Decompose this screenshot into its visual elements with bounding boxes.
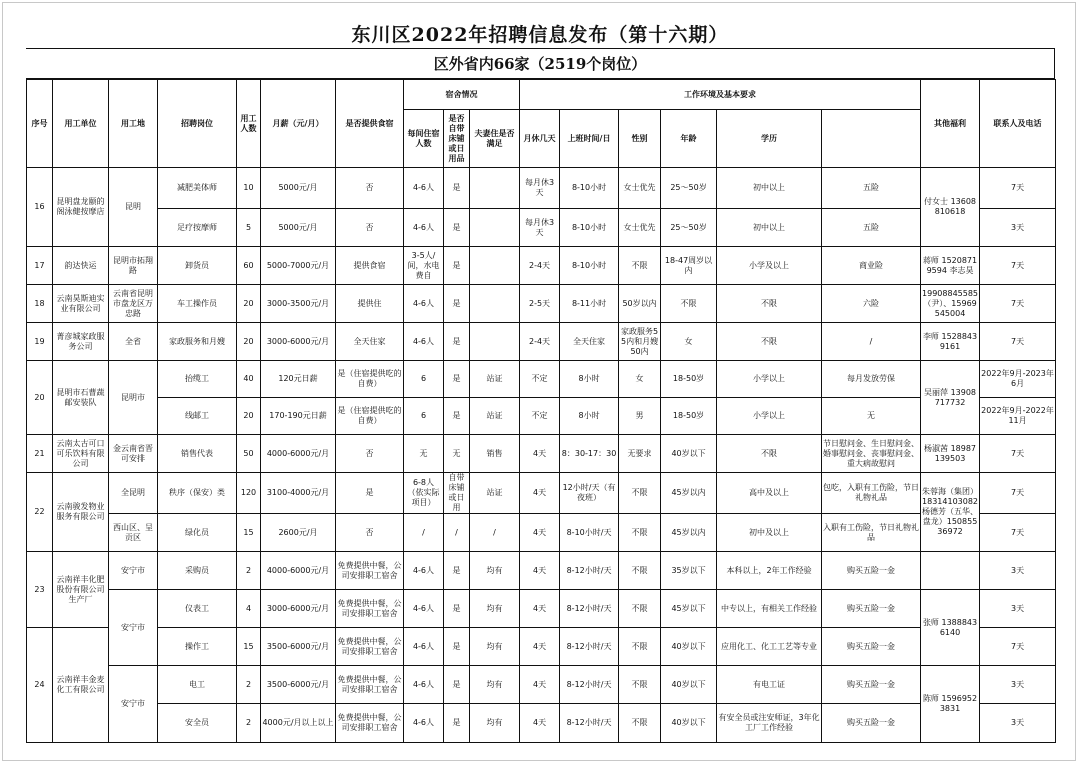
family-cell: 均有 xyxy=(470,704,520,743)
valid-cell: 7天 xyxy=(980,323,1056,361)
position-cell: 销售代表 xyxy=(158,435,237,473)
contact-cell: 张师 13888436140 xyxy=(921,590,980,666)
rest-cell: 2-4天 xyxy=(520,247,560,285)
gender-cell: 不限 xyxy=(619,473,661,514)
table-row xyxy=(27,514,1056,552)
row-no: 16 xyxy=(27,168,53,247)
table-row xyxy=(27,323,1056,361)
contact-cell: 吴丽萍 13908717732 xyxy=(921,361,980,435)
dorm-cell: 无 xyxy=(404,435,444,473)
valid-cell: 7天 xyxy=(980,473,1056,514)
location-cell: 昆明市拓翔路 xyxy=(109,247,158,285)
gender-cell: 不限 xyxy=(619,247,661,285)
hours-cell: 8-10小时 xyxy=(560,247,619,285)
count-cell: 2 xyxy=(237,552,261,590)
benefits-cell: 包吃，入职有工伤险，节日礼物礼品 xyxy=(822,473,921,514)
table-row xyxy=(27,398,1056,435)
position-cell: 减肥美体师 xyxy=(158,168,237,209)
dorm-cell: 4-6人 xyxy=(404,666,444,704)
contact-cell: 朱蓉海（集团）18314103082 杨德芳（五华、盘龙）15085536972 xyxy=(921,473,980,552)
rest-cell: 每月休3天 xyxy=(520,209,560,247)
dorm-cell: 6 xyxy=(404,361,444,398)
age-cell: 18-50岁 xyxy=(661,361,717,398)
age-cell: 45岁以内 xyxy=(661,514,717,552)
benefits-cell: 购买五险一金 xyxy=(822,666,921,704)
location-cell: 云南省昆明市盘龙区万忠路 xyxy=(109,285,158,323)
salary-cell: 3500-6000元/月 xyxy=(261,628,336,666)
family-cell xyxy=(470,168,520,209)
meals-cell: 否 xyxy=(336,209,404,247)
valid-cell: 7天 xyxy=(980,168,1056,209)
age-cell: 40岁以下 xyxy=(661,704,717,743)
contact-cell: 付女士 13608810618 xyxy=(921,168,980,247)
bedding-cell: 是 xyxy=(444,552,470,590)
employer-cell: 韵达快运 xyxy=(53,247,109,285)
title-divider xyxy=(26,48,1055,49)
header-meals: 是否提供食宿 xyxy=(336,80,404,168)
page-subtitle: 区外省内66家（2519个岗位） xyxy=(433,55,647,73)
rest-cell: 4天 xyxy=(520,473,560,514)
employer-cell: 云南昊斯迪实业有限公司 xyxy=(53,285,109,323)
meals-cell: 提供食宿 xyxy=(336,247,404,285)
gender-cell: 不限 xyxy=(619,704,661,743)
location-cell: 昆明市 xyxy=(109,361,158,435)
bedding-cell: 是 xyxy=(444,285,470,323)
bedding-cell: 是 xyxy=(444,247,470,285)
count-cell: 4 xyxy=(237,590,261,628)
table-row xyxy=(27,361,1056,398)
header-benefits: 其他福利 xyxy=(921,80,980,168)
rest-cell: 4天 xyxy=(520,552,560,590)
age-cell: 25～50岁 xyxy=(661,209,717,247)
hours-cell: 8：30-17：30 xyxy=(560,435,619,473)
dorm-cell: 4-6人 xyxy=(404,590,444,628)
valid-cell: 7天 xyxy=(980,514,1056,552)
family-cell: 均有 xyxy=(470,590,520,628)
employer-cell: 昆明市石曹蔬邮安装队 xyxy=(53,361,109,435)
table-row xyxy=(27,247,1056,285)
benefits-cell: 购买五险一金 xyxy=(822,628,921,666)
age-cell: 25～50岁 xyxy=(661,168,717,209)
salary-cell: 3000-6000元/月 xyxy=(261,323,336,361)
table-row xyxy=(27,435,1056,473)
rest-cell: 4天 xyxy=(520,590,560,628)
salary-cell: 4000元/月以上以上 xyxy=(261,704,336,743)
meals-cell: 否 xyxy=(336,435,404,473)
contact-cell xyxy=(921,552,980,590)
gender-cell: 不限 xyxy=(619,666,661,704)
gender-cell: 家政服务55内和月嫂50内 xyxy=(619,323,661,361)
valid-cell: 3天 xyxy=(980,704,1056,743)
gender-cell: 不限 xyxy=(619,514,661,552)
family-cell: 站证 xyxy=(470,361,520,398)
salary-cell: 3000-6000元/月 xyxy=(261,590,336,628)
location-cell: 西山区、呈贡区 xyxy=(109,514,158,552)
rest-cell: 4天 xyxy=(520,435,560,473)
count-cell: 2 xyxy=(237,704,261,743)
valid-cell: 7天 xyxy=(980,247,1056,285)
header-age: 年龄 xyxy=(661,110,717,168)
rest-cell: 4天 xyxy=(520,704,560,743)
education-cell: 中专以上，有相关工作经验 xyxy=(717,590,822,628)
row-no: 20 xyxy=(27,361,53,435)
count-cell: 40 xyxy=(237,361,261,398)
count-cell: 10 xyxy=(237,168,261,209)
hours-cell: 8-12小时/天 xyxy=(560,628,619,666)
position-cell: 仪表工 xyxy=(158,590,237,628)
hours-cell: 8-12小时/天 xyxy=(560,552,619,590)
education-cell: 不限 xyxy=(717,323,822,361)
age-cell: 40岁以下 xyxy=(661,666,717,704)
location-cell: 金云南省晋可安排 xyxy=(109,435,158,473)
family-cell: 均有 xyxy=(470,552,520,590)
meals-cell: 全天住家 xyxy=(336,323,404,361)
hours-cell: 8-12小时/天 xyxy=(560,666,619,704)
gender-cell: 不限 xyxy=(619,628,661,666)
header-location: 用工地 xyxy=(109,80,158,168)
table-row xyxy=(27,590,1056,628)
dorm-cell: 6 xyxy=(404,398,444,435)
count-cell: 120 xyxy=(237,473,261,514)
family-cell xyxy=(470,285,520,323)
count-cell: 60 xyxy=(237,247,261,285)
meals-cell: 否 xyxy=(336,168,404,209)
hours-cell: 8-10小时/天 xyxy=(560,514,619,552)
age-cell: 40岁以下 xyxy=(661,435,717,473)
benefits-cell: 入职有工伤险，节日礼物礼品 xyxy=(822,514,921,552)
valid-cell: 2022年9月-2022年11月 xyxy=(980,398,1056,435)
dorm-cell: 4-6人 xyxy=(404,323,444,361)
gender-cell: 女 xyxy=(619,361,661,398)
salary-cell: 5000元/月 xyxy=(261,209,336,247)
hours-cell: 8-12小时/天 xyxy=(560,590,619,628)
bedding-cell: 是 xyxy=(444,590,470,628)
salary-cell: 2600元/月 xyxy=(261,514,336,552)
dorm-cell: 4-6人 xyxy=(404,552,444,590)
education-cell: 初中及以上 xyxy=(717,514,822,552)
dorm-cell: 4-6人 xyxy=(404,168,444,209)
meals-cell: 免费提供中餐，公司安排职工宿舍 xyxy=(336,666,404,704)
row-no: 18 xyxy=(27,285,53,323)
family-cell: 销售 xyxy=(470,435,520,473)
header-dorm-per-room: 每间住宿人数 xyxy=(404,110,444,168)
bedding-cell: 是 xyxy=(444,704,470,743)
meals-cell: 是（住宿提供吃的自费） xyxy=(336,398,404,435)
education-cell: 小学以上 xyxy=(717,398,822,435)
row-no: 24 xyxy=(27,628,53,743)
valid-cell: 3天 xyxy=(980,552,1056,590)
header-contact: 联系人及电话 xyxy=(980,80,1056,168)
position-cell: 卸货员 xyxy=(158,247,237,285)
header-work-group: 工作环境及基本要求 xyxy=(520,80,921,110)
count-cell: 20 xyxy=(237,323,261,361)
page-title: 东川区2022年招聘信息发布（第十六期） xyxy=(351,24,729,46)
family-cell: 均有 xyxy=(470,628,520,666)
age-cell: 18-47周岁以内 xyxy=(661,247,717,285)
table-row xyxy=(27,209,1056,247)
header-gender: 性别 xyxy=(619,110,661,168)
meals-cell: 免费提供中餐，公司安排职工宿舍 xyxy=(336,590,404,628)
header-dorm-group: 宿舍情况 xyxy=(404,80,520,110)
rest-cell: 4天 xyxy=(520,514,560,552)
row-no: 23 xyxy=(27,552,53,628)
bedding-cell: 无 xyxy=(444,435,470,473)
position-cell: 秩序（保安）类 xyxy=(158,473,237,514)
dorm-cell: 6-8人（依实际项目） xyxy=(404,473,444,514)
bedding-cell: 是 xyxy=(444,628,470,666)
job-table xyxy=(26,79,1056,743)
rest-cell: 2-4天 xyxy=(520,323,560,361)
meals-cell: 是 xyxy=(336,473,404,514)
header-hours: 上班时间/日 xyxy=(560,110,619,168)
benefits-cell: 商业险 xyxy=(822,247,921,285)
row-no: 17 xyxy=(27,247,53,285)
header-salary: 月薪（元/月） xyxy=(261,80,336,168)
valid-cell: 3天 xyxy=(980,666,1056,704)
dorm-cell: 4-6人 xyxy=(404,209,444,247)
header-education: 学历 xyxy=(717,110,822,168)
education-cell: 小学以上 xyxy=(717,361,822,398)
position-cell: 电工 xyxy=(158,666,237,704)
age-cell: 45岁以下 xyxy=(661,590,717,628)
rest-cell: 2-5天 xyxy=(520,285,560,323)
rest-cell: 4天 xyxy=(520,666,560,704)
position-cell: 足疗按摩师 xyxy=(158,209,237,247)
employer-cell: 昆明盘龙颐的阁泳健按摩店 xyxy=(53,168,109,247)
position-cell: 家政服务和月嫂 xyxy=(158,323,237,361)
employer-cell: 云南骏发物业服务有限公司 xyxy=(53,473,109,552)
education-cell: 有安全员或注安师证，3年化工厂工作经验 xyxy=(717,704,822,743)
hours-cell: 8-11小时 xyxy=(560,285,619,323)
meals-cell: 免费提供中餐，公司安排职工宿舍 xyxy=(336,628,404,666)
bedding-cell: / xyxy=(444,514,470,552)
rest-cell: 不定 xyxy=(520,361,560,398)
count-cell: 2 xyxy=(237,666,261,704)
rest-cell: 4天 xyxy=(520,628,560,666)
position-cell: 线邮工 xyxy=(158,398,237,435)
age-cell: 不限 xyxy=(661,285,717,323)
education-cell: 初中以上 xyxy=(717,209,822,247)
contact-cell: 蒋师 15208719594 李志昊 xyxy=(921,247,980,285)
header-count: 用工人数 xyxy=(237,80,261,168)
education-cell: 不限 xyxy=(717,435,822,473)
hours-cell: 8-10小时 xyxy=(560,209,619,247)
header-no: 序号 xyxy=(27,80,53,168)
salary-cell: 4000-6000元/月 xyxy=(261,435,336,473)
employer-cell: 菁彦城家政服务公司 xyxy=(53,323,109,361)
bedding-cell: 是 xyxy=(444,168,470,209)
position-cell: 绿化员 xyxy=(158,514,237,552)
valid-cell: 3天 xyxy=(980,209,1056,247)
table-row xyxy=(27,285,1056,323)
family-cell xyxy=(470,209,520,247)
valid-cell: 7天 xyxy=(980,628,1056,666)
meals-cell: 免费提供中餐，公司安排职工宿舍 xyxy=(336,704,404,743)
valid-cell: 3天 xyxy=(980,590,1056,628)
gender-cell: 无要求 xyxy=(619,435,661,473)
bedding-cell: 是 xyxy=(444,209,470,247)
benefits-cell: 五险 xyxy=(822,168,921,209)
meals-cell: 是（住宿提供吃的自费） xyxy=(336,361,404,398)
bedding-cell: 自带床铺或日用 xyxy=(444,473,470,514)
header-days-rest: 月休几天 xyxy=(520,110,560,168)
employer-cell: 云南祥丰金麦化工有限公司 xyxy=(53,628,109,743)
table-row xyxy=(27,473,1056,514)
position-cell: 安全员 xyxy=(158,704,237,743)
dorm-cell: 4-6人 xyxy=(404,628,444,666)
count-cell: 20 xyxy=(237,285,261,323)
contact-cell: 李师 15288439161 xyxy=(921,323,980,361)
salary-cell: 3500-6000元/月 xyxy=(261,666,336,704)
location-cell: 安宁市 xyxy=(109,552,158,590)
age-cell: 女 xyxy=(661,323,717,361)
header-dorm-bedding: 是否自带床铺或日用品 xyxy=(444,110,470,168)
salary-cell: 3000-3500元/月 xyxy=(261,285,336,323)
education-cell: 初中以上 xyxy=(717,168,822,209)
count-cell: 15 xyxy=(237,514,261,552)
position-cell: 采购员 xyxy=(158,552,237,590)
dorm-cell: 4-6人 xyxy=(404,704,444,743)
gender-cell: 女士优先 xyxy=(619,168,661,209)
row-no: 19 xyxy=(27,323,53,361)
benefits-cell: / xyxy=(822,323,921,361)
count-cell: 15 xyxy=(237,628,261,666)
location-cell: 全省 xyxy=(109,323,158,361)
meals-cell: 提供住 xyxy=(336,285,404,323)
contact-cell: 19908845585（尹）、15969545004 xyxy=(921,285,980,323)
age-cell: 18-50岁 xyxy=(661,398,717,435)
benefits-cell: 节日慰问金、生日慰问金、婚事慰问金、丧事慰问金、重大病故慰问 xyxy=(822,435,921,473)
employer-cell: 云南祥丰化肥股份有限公司生产厂 xyxy=(53,552,109,628)
bedding-cell: 是 xyxy=(444,666,470,704)
contact-cell: 杨淑茜 18987139503 xyxy=(921,435,980,473)
table-row xyxy=(27,628,1056,666)
dorm-cell: 4-6人 xyxy=(404,285,444,323)
valid-cell: 7天 xyxy=(980,435,1056,473)
family-cell: / xyxy=(470,514,520,552)
family-cell: 站证 xyxy=(470,398,520,435)
education-cell: 有电工证 xyxy=(717,666,822,704)
employer-cell: 云南太古可口可乐饮料有限公司 xyxy=(53,435,109,473)
position-cell: 抬缆工 xyxy=(158,361,237,398)
salary-cell: 120元日薪 xyxy=(261,361,336,398)
salary-cell: 5000元/月 xyxy=(261,168,336,209)
education-cell: 应用化工、化工工艺等专业 xyxy=(717,628,822,666)
hours-cell: 全天住家 xyxy=(560,323,619,361)
benefits-cell: 无 xyxy=(822,398,921,435)
education-cell: 不限 xyxy=(717,285,822,323)
header-employer: 用工单位 xyxy=(53,80,109,168)
gender-cell: 男 xyxy=(619,398,661,435)
rest-cell: 不定 xyxy=(520,398,560,435)
family-cell xyxy=(470,323,520,361)
bedding-cell: 是 xyxy=(444,323,470,361)
benefits-cell: 购买五险一金 xyxy=(822,704,921,743)
rest-cell: 每月休3天 xyxy=(520,168,560,209)
gender-cell: 50岁以内 xyxy=(619,285,661,323)
count-cell: 20 xyxy=(237,398,261,435)
education-cell: 小学及以上 xyxy=(717,247,822,285)
position-cell: 车工操作员 xyxy=(158,285,237,323)
location-cell: 昆明 xyxy=(109,168,158,247)
education-cell: 本科以上，2年工作经验 xyxy=(717,552,822,590)
dorm-cell: / xyxy=(404,514,444,552)
bedding-cell: 是 xyxy=(444,361,470,398)
benefits-cell: 购买五险一金 xyxy=(822,552,921,590)
hours-cell: 8小时 xyxy=(560,361,619,398)
hours-cell: 12小时/天（有夜班） xyxy=(560,473,619,514)
family-cell: 站证 xyxy=(470,473,520,514)
age-cell: 35岁以下 xyxy=(661,552,717,590)
meals-cell: 否 xyxy=(336,514,404,552)
count-cell: 5 xyxy=(237,209,261,247)
gender-cell: 不限 xyxy=(619,590,661,628)
dorm-cell: 3-5人/间，水电费自 xyxy=(404,247,444,285)
location-cell: 安宁市 xyxy=(109,590,158,666)
row-no: 21 xyxy=(27,435,53,473)
position-cell: 操作工 xyxy=(158,628,237,666)
salary-cell: 3100-4000元/月 xyxy=(261,473,336,514)
benefits-cell: 购买五险一金 xyxy=(822,590,921,628)
count-cell: 50 xyxy=(237,435,261,473)
header-position: 招聘岗位 xyxy=(158,80,237,168)
row-no: 22 xyxy=(27,473,53,552)
location-cell: 安宁市 xyxy=(109,666,158,743)
benefits-cell: 五险 xyxy=(822,209,921,247)
table-row xyxy=(27,552,1056,590)
meals-cell: 免费提供中餐，公司安排职工宿舍 xyxy=(336,552,404,590)
family-cell: 均有 xyxy=(470,666,520,704)
education-cell: 高中及以上 xyxy=(717,473,822,514)
table-row xyxy=(27,704,1056,743)
benefits-cell: 六险 xyxy=(822,285,921,323)
table-row xyxy=(27,168,1056,209)
contact-cell: 陈师 15969523831 xyxy=(921,666,980,743)
header-dorm-family: 夫妻住是否满足 xyxy=(470,110,520,168)
location-cell: 全昆明 xyxy=(109,473,158,514)
valid-cell: 2022年9月-2023年6月 xyxy=(980,361,1056,398)
hours-cell: 8小时 xyxy=(560,398,619,435)
hours-cell: 8-10小时 xyxy=(560,168,619,209)
valid-cell: 7天 xyxy=(980,285,1056,323)
salary-cell: 170-190元日薪 xyxy=(261,398,336,435)
gender-cell: 不限 xyxy=(619,552,661,590)
bedding-cell: 是 xyxy=(444,398,470,435)
benefits-cell: 每月发放劳保 xyxy=(822,361,921,398)
family-cell xyxy=(470,247,520,285)
salary-cell: 4000-6000元/月 xyxy=(261,552,336,590)
age-cell: 40岁以下 xyxy=(661,628,717,666)
age-cell: 45岁以内 xyxy=(661,473,717,514)
gender-cell: 女士优先 xyxy=(619,209,661,247)
table-row xyxy=(27,666,1056,704)
hours-cell: 8-12小时/天 xyxy=(560,704,619,743)
salary-cell: 5000-7000元/月 xyxy=(261,247,336,285)
